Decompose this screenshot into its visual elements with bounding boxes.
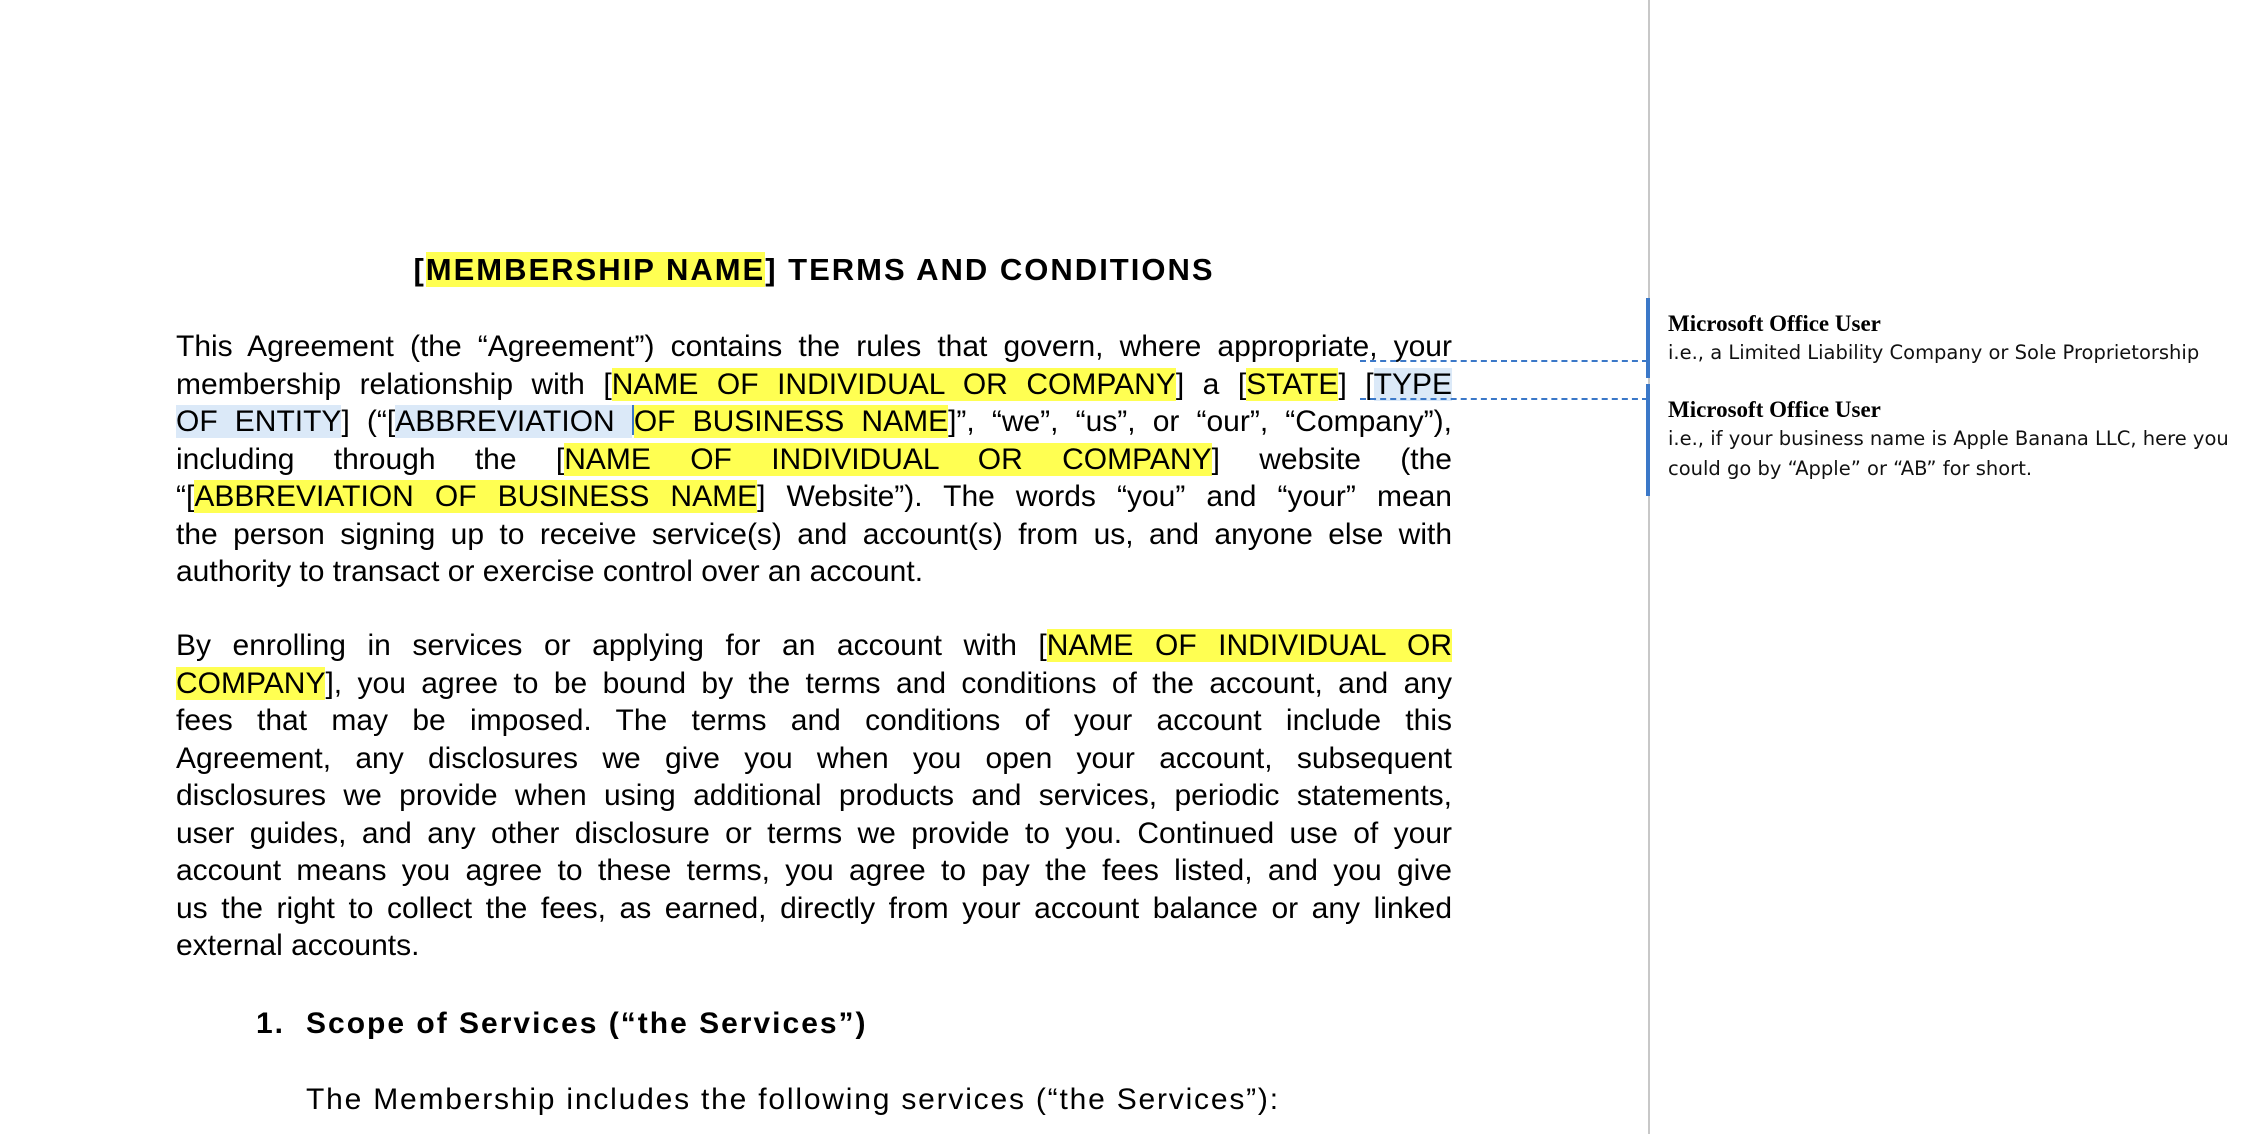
paragraph-line: the person signing up to receive service(s) and account(s) from us, and anyone else with (176, 517, 1452, 551)
paragraph-line: disclosures we provide when using additional products and services, periodic statements, (176, 779, 1452, 812)
type-of-entity-selection[interactable]: OF ENTITY (176, 405, 342, 438)
agreement-intro-paragraph[interactable] (176, 328, 1452, 591)
paragraph-line: account means you agree to these terms, you agree to pay the fees listed, and you give (176, 854, 1452, 887)
comment-text: i.e., if your business name is Apple Banana LLC, here you could go by “Apple” or “AB” for short. (1668, 427, 2229, 480)
paragraph-line: By enrolling in services or applying for an account with [NAME OF INDIVIDUAL OR (176, 629, 1452, 662)
comment-author: Microsoft Office User (1668, 311, 1881, 336)
paragraph-line: including through the [NAME OF INDIVIDUAL OR COMPANY] website (the (176, 442, 1452, 476)
services-intro-line[interactable]: The Membership includes the following services (“the Services”): (306, 1083, 1280, 1116)
enrollment-paragraph[interactable] (176, 627, 1452, 965)
state-placeholder[interactable]: STATE (1246, 367, 1339, 401)
comment-author: Microsoft Office User (1668, 397, 1881, 422)
paragraph-line: This Agreement (the “Agreement”) contains the rules that govern, where appropriate, your (176, 330, 1452, 363)
paragraph-line: external accounts. (176, 929, 420, 962)
paragraph-line: user guides, and any other disclosure or terms we provide to you. Continued use of your (176, 816, 1452, 850)
section-heading-scope-of-services[interactable] (256, 1004, 868, 1044)
paragraph-line: fees that may be imposed. The terms and conditions of your account include this (176, 704, 1452, 737)
section-number: 1. (256, 1007, 286, 1040)
document-title (176, 250, 1452, 290)
comment-balloon[interactable] (1646, 384, 2236, 496)
name-placeholder[interactable]: NAME OF INDIVIDUAL OR COMPANY (611, 367, 1176, 401)
paragraph-line: authority to transact or exercise control over an account. (176, 555, 924, 588)
paragraph-line: membership relationship with [NAME OF INDIVIDUAL OR COMPANY] a [STATE] [TYPE (176, 367, 1452, 401)
title-bracket-open: [ (413, 252, 426, 287)
name-placeholder[interactable]: NAME OF INDIVIDUAL OR (1046, 629, 1452, 662)
paragraph-line: COMPANY], you agree to be bound by the terms and conditions of the account, and any (176, 666, 1452, 700)
section-heading-text: Scope of Services (“the Services”) (306, 1007, 868, 1040)
paragraph-line: Agreement, any disclosures we give you when you open your account, subsequent (176, 741, 1452, 775)
paragraph-line: “[ABBREVIATION OF BUSINESS NAME] Website”). The words “you” and “your” mean (176, 480, 1452, 513)
title-rest: ] TERMS AND CONDITIONS (765, 252, 1215, 287)
type-of-entity-selection[interactable]: TYPE (1373, 367, 1452, 401)
abbreviation-placeholder[interactable]: OF BUSINESS NAME (633, 405, 949, 438)
abbreviation-placeholder[interactable]: ABBREVIATION OF BUSINESS NAME (194, 480, 758, 513)
comment-balloon[interactable] (1646, 298, 2236, 378)
membership-name-placeholder[interactable]: MEMBERSHIP NAME (425, 252, 766, 287)
paragraph-line: OF ENTITY] (“[ABBREVIATION OF BUSINESS NAME]”, “we”, “us”, or “our”, “Company”), (176, 405, 1452, 438)
name-placeholder[interactable]: COMPANY (176, 666, 326, 700)
comment-connector-line (1360, 398, 1648, 400)
comment-text: i.e., a Limited Liability Company or Sole Proprietorship (1668, 341, 2200, 364)
paragraph-line: us the right to collect the fees, as earned, directly from your account balance or any linked (176, 891, 1452, 925)
comments-margin-pane (1648, 0, 2246, 1134)
comment-connector-line (1360, 360, 1648, 362)
name-placeholder[interactable]: NAME OF INDIVIDUAL OR COMPANY (564, 442, 1212, 476)
abbreviation-selection[interactable]: ABBREVIATION (395, 405, 632, 438)
